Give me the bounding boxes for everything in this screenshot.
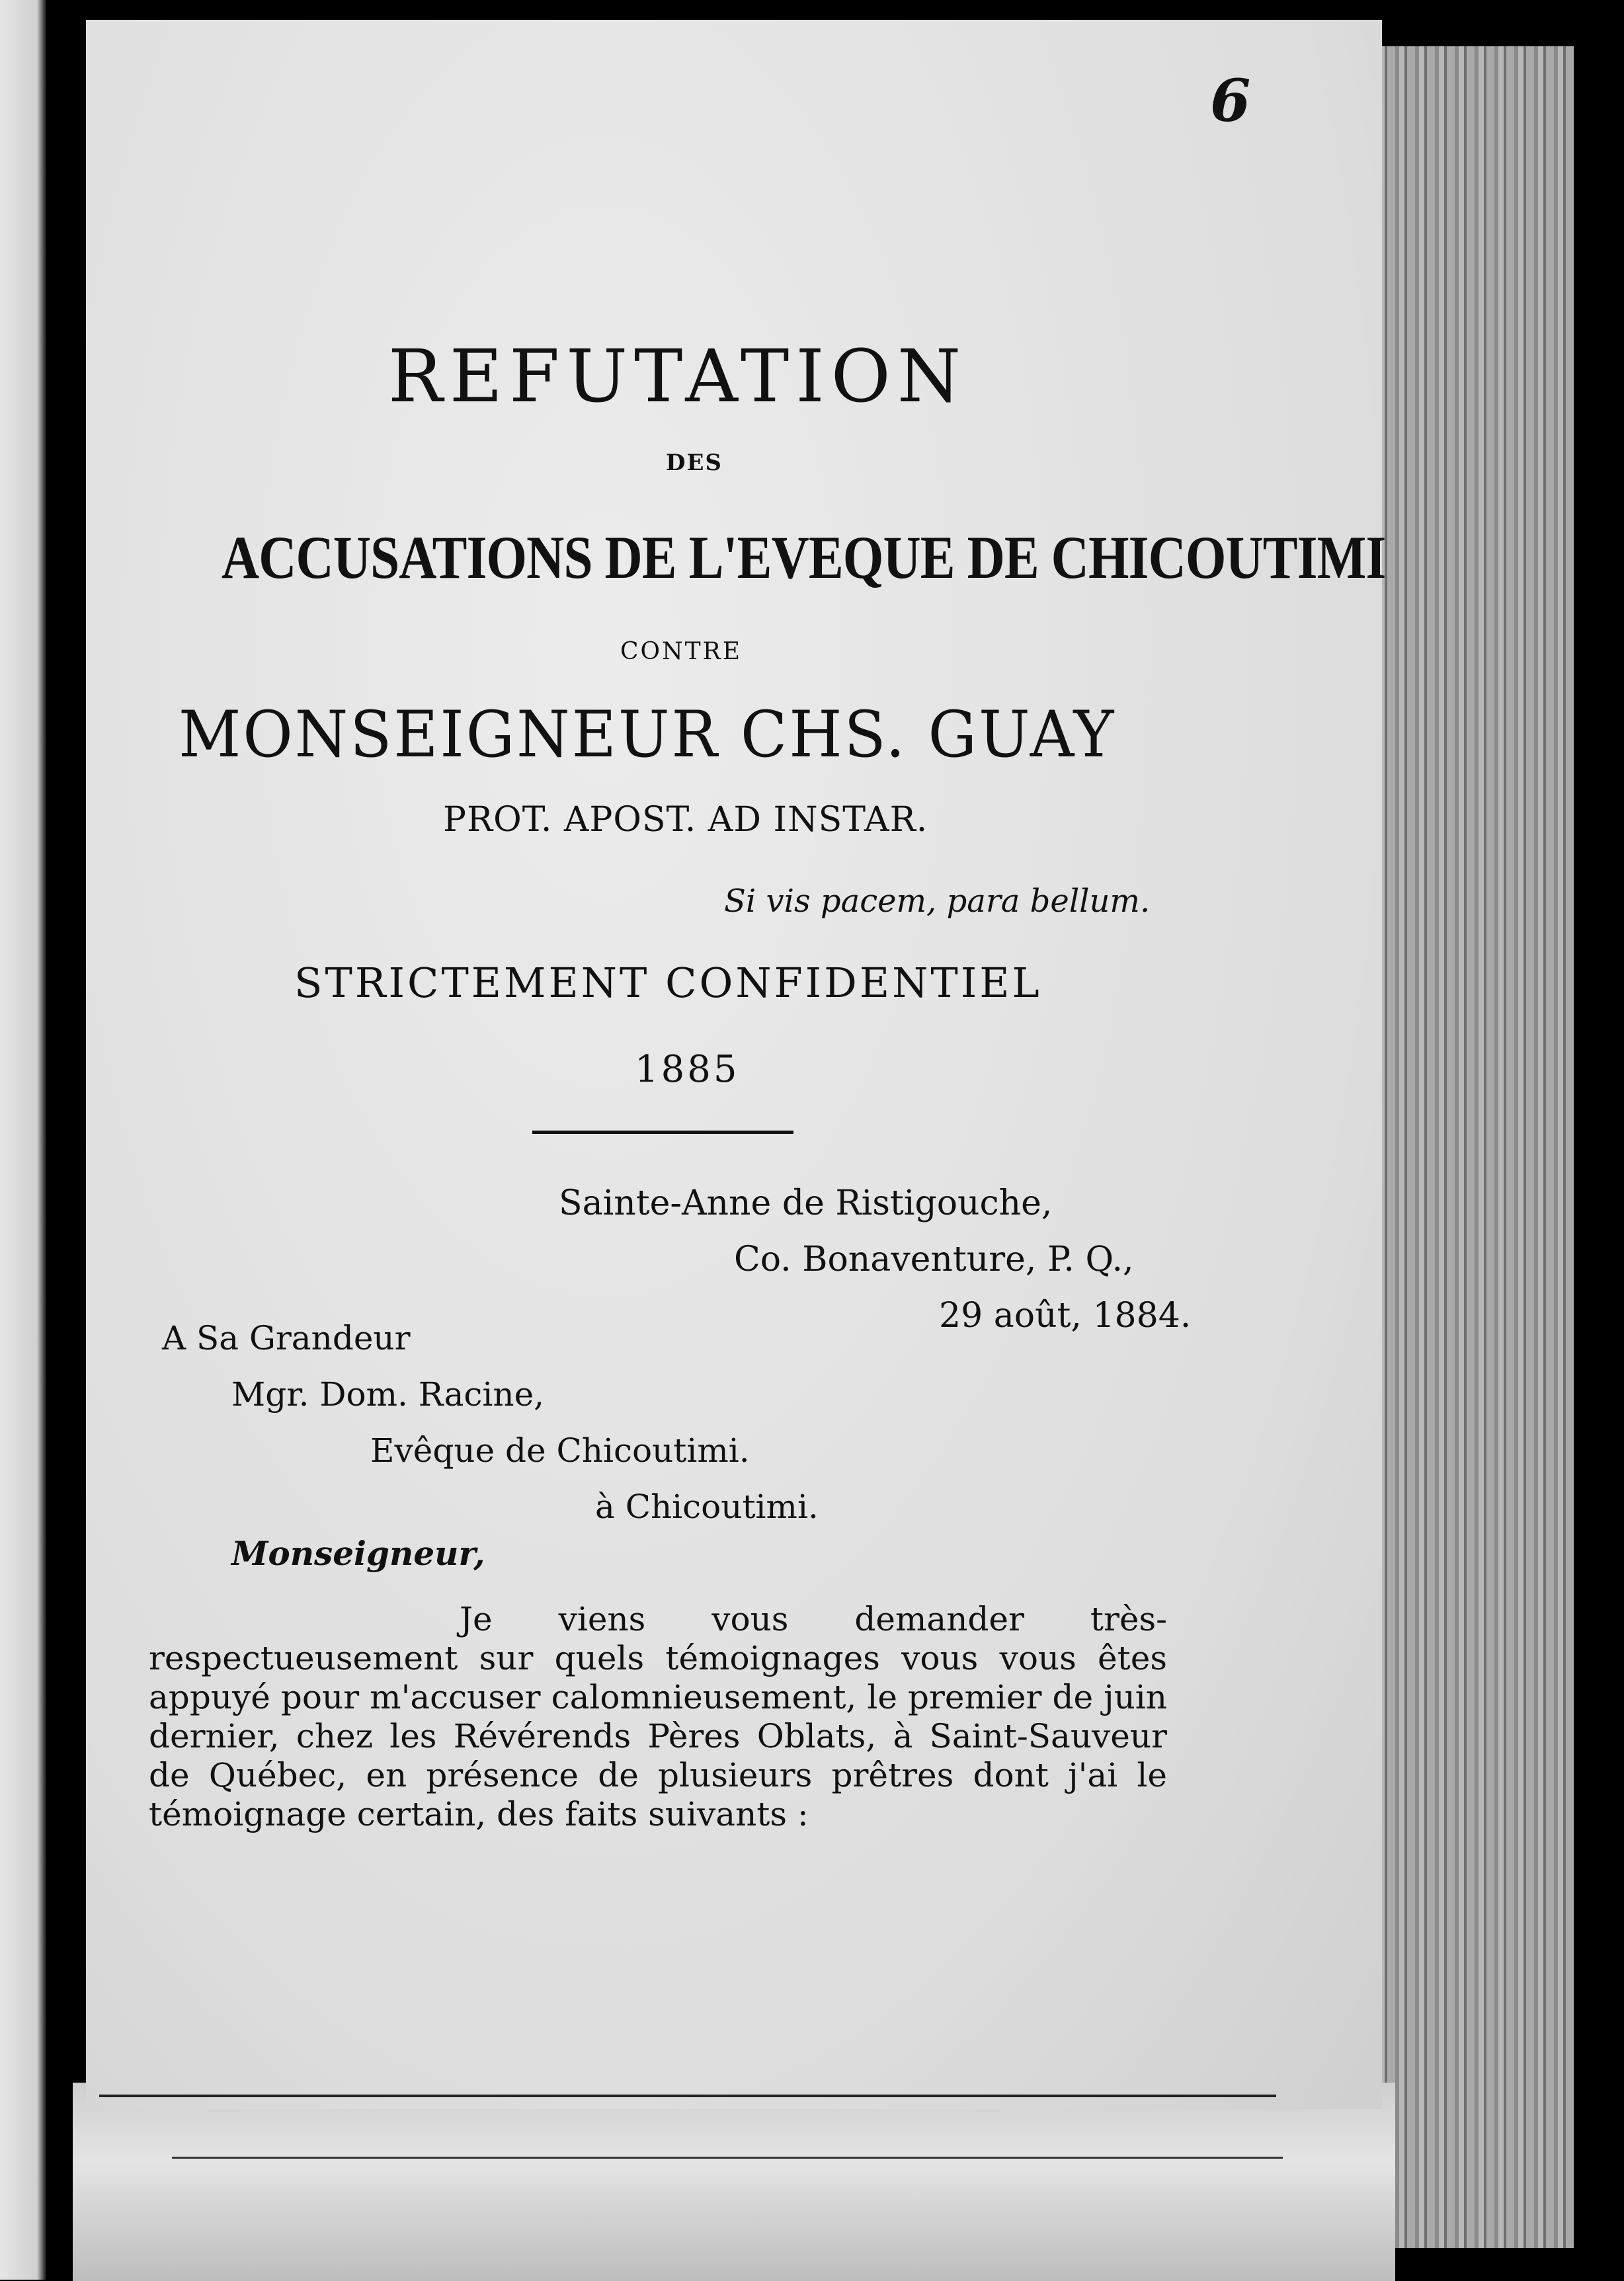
letter-salutation: Monseigneur, bbox=[231, 1534, 485, 1573]
letter-date: 29 août, 1884. bbox=[939, 1296, 1192, 1336]
recipient-line-1: A Sa Grandeur bbox=[162, 1319, 411, 1357]
ornament-rule-lower bbox=[172, 2157, 1283, 2159]
accusations-heading: ACCUSATIONS DE L'EVEQUE DE CHICOUTIMI bbox=[222, 524, 1386, 591]
letter-place: Sainte-Anne de Ristigouche, bbox=[559, 1183, 1053, 1223]
contre-label: CONTRE bbox=[620, 638, 742, 665]
title-des: DES bbox=[666, 450, 723, 476]
recipient-line-3: Evêque de Chicoutimi. bbox=[370, 1431, 750, 1470]
subject-title: PROT. APOST. AD INSTAR. bbox=[443, 800, 928, 840]
ornament-rule bbox=[99, 2095, 1276, 2097]
recipient-line-2: Mgr. Dom. Racine, bbox=[231, 1375, 545, 1414]
publication-year: 1885 bbox=[635, 1048, 740, 1091]
page-number: 6 bbox=[1210, 66, 1251, 135]
document-title: REFUTATION bbox=[387, 334, 968, 419]
section-divider bbox=[532, 1131, 793, 1134]
letter-county: Co. Bonaventure, P. Q., bbox=[734, 1240, 1134, 1279]
confidential-label: STRICTEMENT CONFIDENTIEL bbox=[294, 959, 1042, 1007]
page-block-edge bbox=[1356, 46, 1574, 2248]
recipient-line-4: à Chicoutimi. bbox=[595, 1488, 819, 1526]
letter-body-paragraph: Je viens vous demander très-respectueusement sur quels témoignages vous vous êtes appuyé pour m'accuser calomnieusement, le premier de juin dernier, chez les Révérends Pères Oblats, à Saint-Sauveur de Québec, en présence de plusieurs prêtres dont j'ai le témoignage certain, des faits suivants : bbox=[149, 1600, 1167, 1833]
letter-body bbox=[149, 1600, 1167, 1834]
subject-heading: MONSEIGNEUR CHS. GUAY bbox=[179, 698, 1116, 772]
latin-motto: Si vis pacem, para bellum. bbox=[724, 883, 1151, 920]
page-bottom-strip bbox=[73, 2083, 1395, 2281]
